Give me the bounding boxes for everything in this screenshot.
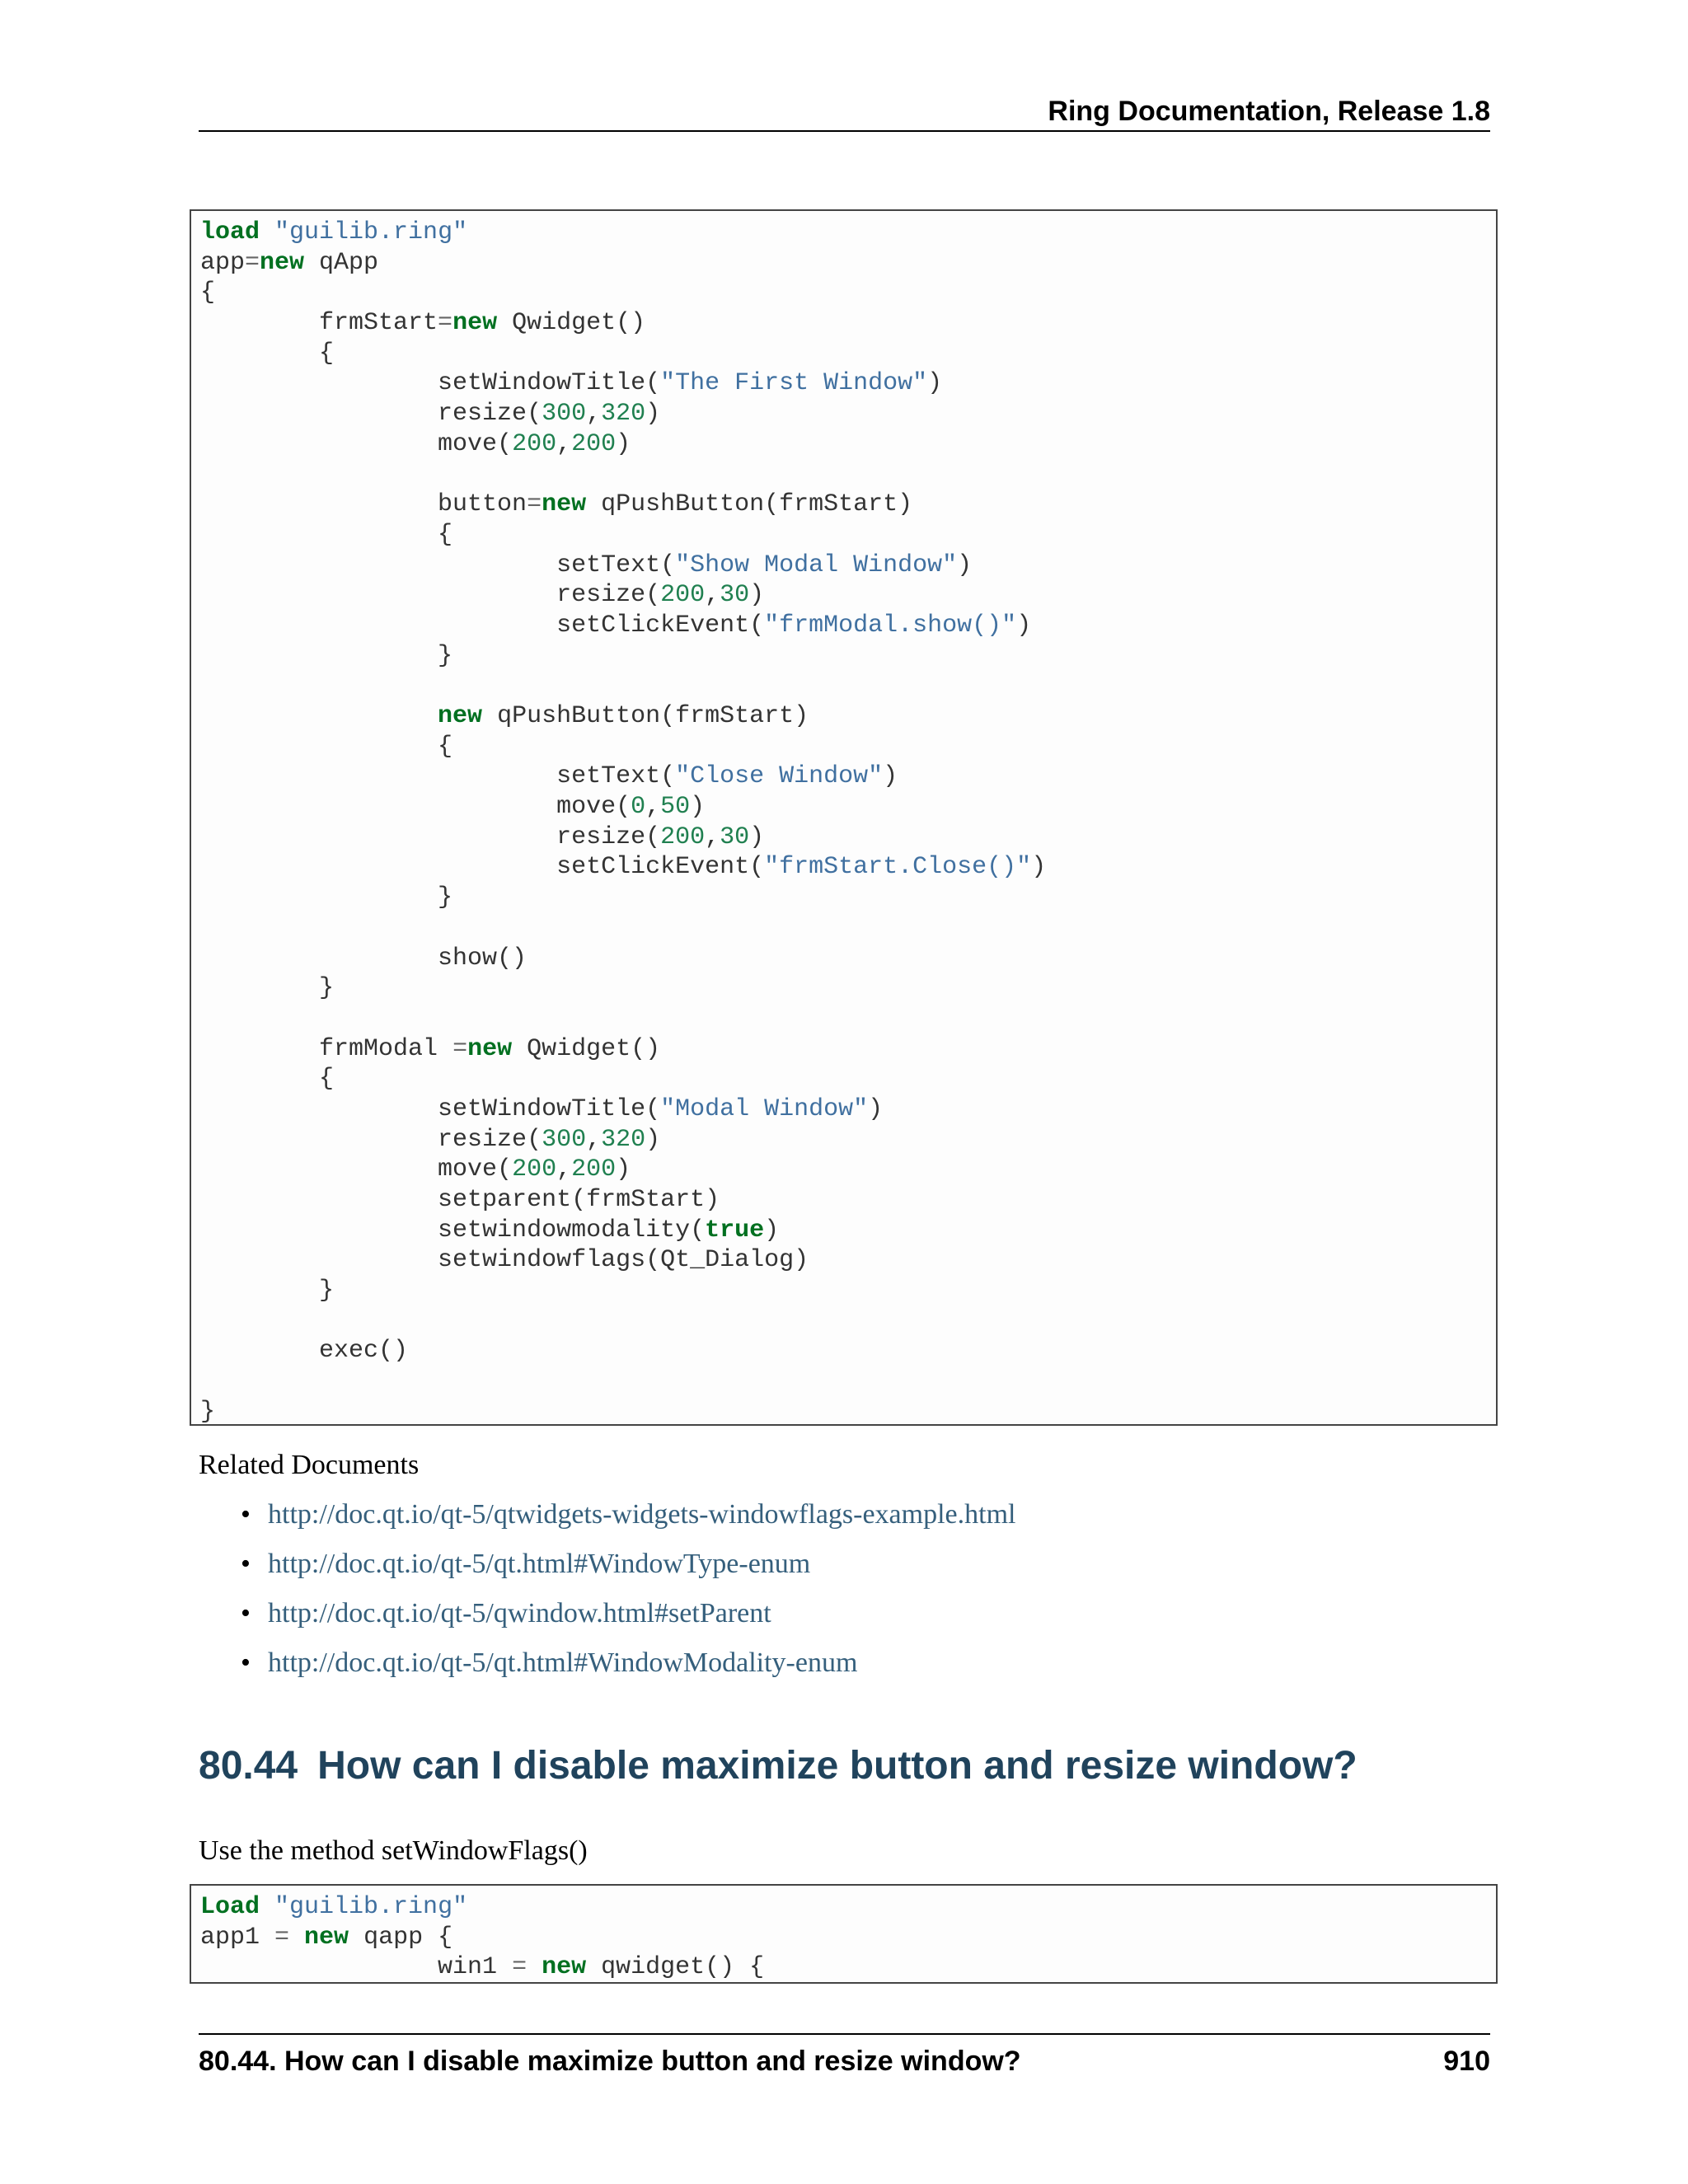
bullet-icon: • — [241, 1499, 251, 1530]
code-line — [200, 852, 1496, 883]
code-token: ) — [957, 551, 973, 579]
code-token: frmStart — [200, 309, 438, 338]
code-token: new — [438, 702, 483, 730]
code-token: , — [705, 581, 720, 610]
code-token: "guilib.ring" — [274, 1893, 468, 1921]
code-token: } — [200, 641, 453, 670]
code-token: 320 — [601, 1125, 646, 1154]
code-line — [200, 1155, 1496, 1185]
code-line — [200, 1336, 1496, 1366]
code-line — [200, 1366, 1496, 1397]
code-token: new — [260, 248, 305, 277]
code-token: qPushButton(frmStart) — [482, 702, 809, 730]
section-number: 80.44 — [199, 1744, 298, 1788]
code-token: ) — [927, 369, 943, 398]
code-token: 30 — [720, 823, 750, 851]
list-item — [199, 1645, 1015, 1694]
code-token: button — [200, 490, 528, 519]
code-line — [200, 732, 1496, 762]
code-line — [200, 1034, 1496, 1065]
related-documents-heading: Related Documents — [199, 1450, 420, 1480]
code-line — [200, 580, 1496, 611]
code-line — [200, 823, 1496, 853]
code-token: "frmStart.Close()" — [764, 853, 1032, 882]
code-token: setClickEvent( — [200, 853, 765, 882]
page-footer — [199, 2033, 1490, 2077]
code-token: = — [452, 1034, 468, 1063]
link-windowmodality-enum[interactable]: http://doc.qt.io/qt-5/qt.html#WindowModality-enum — [268, 1647, 858, 1678]
code-token: resize( — [200, 400, 542, 429]
code-token: , — [645, 793, 661, 822]
code-token: new — [542, 1953, 587, 1982]
code-token: setText( — [200, 551, 676, 579]
code-token: show() — [200, 944, 528, 972]
code-token: = — [527, 490, 542, 519]
code-token: move( — [200, 429, 513, 458]
code-line — [200, 278, 1496, 308]
code-token: "Close Window" — [675, 762, 884, 791]
code-token: { — [200, 279, 216, 307]
code-token: = — [512, 1953, 528, 1982]
code-token: setWindowTitle( — [200, 369, 661, 398]
code-token: { — [200, 520, 453, 549]
code-token: setWindowTitle( — [200, 1094, 661, 1123]
code-token: win1 — [200, 1953, 513, 1982]
code-token: ) — [616, 1155, 631, 1184]
code-token: new — [452, 309, 498, 338]
code-token: 200 — [571, 1155, 617, 1184]
code-line — [200, 490, 1496, 520]
code-line — [200, 248, 1496, 279]
code-token: ) — [868, 1094, 884, 1123]
code-token: ) — [1031, 853, 1047, 882]
code-token: 200 — [660, 823, 706, 851]
code-token: exec() — [200, 1337, 409, 1366]
list-item — [199, 1546, 1015, 1596]
code-token: = — [274, 1923, 290, 1952]
code-token: setwindowflags(Qt_Dialog) — [200, 1246, 809, 1275]
code-line — [200, 399, 1496, 429]
code-line — [200, 641, 1496, 672]
code-token: qApp — [304, 248, 379, 277]
code-token: Load — [200, 1893, 260, 1921]
code-token: { — [200, 339, 335, 368]
code-line — [200, 368, 1496, 399]
code-token: { — [200, 1065, 335, 1094]
code-token: { — [200, 732, 453, 761]
code-line — [200, 1397, 1496, 1426]
code-block-modal-window — [190, 209, 1498, 1426]
code-line — [200, 1892, 1496, 1923]
code-line — [200, 460, 1496, 490]
code-token: ) — [645, 400, 661, 429]
code-token: resize( — [200, 1125, 542, 1154]
code-token: "Show Modal Window" — [675, 551, 958, 579]
code-line — [200, 1306, 1496, 1337]
code-line — [200, 308, 1496, 339]
code-token: move( — [200, 793, 631, 822]
code-line — [200, 551, 1496, 581]
code-line — [200, 218, 1496, 248]
code-token: qwidget() { — [586, 1953, 765, 1982]
code-token: resize( — [200, 581, 661, 610]
code-token: , — [586, 400, 602, 429]
code-token — [527, 1953, 542, 1981]
bullet-icon: • — [241, 1647, 251, 1678]
code-token: 200 — [512, 429, 557, 458]
related-links-list — [199, 1497, 1015, 1694]
code-token: "frmModal.show()" — [764, 611, 1017, 640]
code-token: 300 — [542, 1125, 587, 1154]
code-token: new — [542, 490, 587, 519]
code-line — [200, 913, 1496, 944]
code-token: "The First Window" — [660, 369, 928, 398]
code-token: 300 — [542, 400, 587, 429]
page-number: 910 — [1443, 2046, 1490, 2077]
code-token: } — [200, 974, 335, 1003]
footer-section-ref: 80.44. How can I disable maximize button and resize window? — [199, 2046, 1021, 2077]
code-line — [200, 1064, 1496, 1094]
code-token: 30 — [720, 581, 750, 610]
link-setparent[interactable]: http://doc.qt.io/qt-5/qwindow.html#setParent — [268, 1598, 771, 1629]
section-title-text: How can I disable maximize button and resize window? — [317, 1744, 1357, 1788]
code-token: load — [200, 218, 260, 246]
code-token: setwindowmodality( — [200, 1216, 706, 1244]
code-token: setparent(frmStart) — [200, 1186, 720, 1214]
code-line — [200, 973, 1496, 1004]
code-token: , — [705, 823, 720, 851]
code-line — [200, 1125, 1496, 1155]
code-line — [200, 611, 1496, 641]
code-token: qapp { — [349, 1923, 453, 1952]
code-token: new — [467, 1034, 513, 1063]
code-token: 0 — [631, 793, 646, 822]
list-item — [199, 1596, 1015, 1645]
section-heading — [199, 1740, 1357, 1793]
code-token: 200 — [660, 581, 706, 610]
code-token: = — [438, 309, 453, 338]
list-item — [199, 1497, 1015, 1546]
code-token: , — [556, 1155, 572, 1184]
code-token: setText( — [200, 762, 676, 791]
code-line — [200, 1276, 1496, 1306]
code-line — [200, 339, 1496, 369]
code-token: ) — [749, 823, 765, 851]
code-token: 50 — [660, 793, 691, 822]
code-token: ) — [764, 1216, 780, 1244]
code-token: ) — [1016, 611, 1032, 640]
code-token: "Modal Window" — [660, 1094, 869, 1123]
code-token — [260, 1893, 274, 1921]
code-line — [200, 701, 1496, 732]
section-intro-text: Use the method setWindowFlags() — [199, 1835, 588, 1866]
code-line — [200, 520, 1496, 551]
bullet-icon: • — [241, 1549, 251, 1579]
code-token: app1 — [200, 1923, 275, 1952]
code-line — [200, 1952, 1496, 1983]
code-token: resize( — [200, 823, 661, 851]
code-token: , — [556, 429, 572, 458]
code-token: 320 — [601, 400, 646, 429]
code-block-set-window-flags — [190, 1884, 1498, 1984]
code-token: Qwidget() — [497, 309, 646, 338]
code-line — [200, 1004, 1496, 1034]
document-title: Ring Documentation, Release 1.8 — [1048, 96, 1490, 127]
code-token: 200 — [571, 429, 617, 458]
code-line — [200, 1245, 1496, 1276]
code-token — [289, 1924, 304, 1952]
code-line — [200, 762, 1496, 792]
code-line — [200, 1216, 1496, 1246]
link-windowflags-example[interactable]: http://doc.qt.io/qt-5/qtwidgets-widgets-windowflags-example.html — [268, 1499, 1016, 1530]
code-token: , — [586, 1125, 602, 1154]
code-token: new — [304, 1923, 349, 1952]
code-token: move( — [200, 1155, 513, 1184]
code-token: app — [200, 248, 246, 277]
page-header — [199, 92, 1490, 132]
code-token: frmModal — [200, 1034, 453, 1063]
code-line — [200, 1094, 1496, 1125]
code-token: ) — [883, 762, 898, 791]
code-line — [200, 671, 1496, 701]
code-token: ) — [645, 1125, 661, 1154]
code-token: ) — [690, 793, 706, 822]
bullet-icon: • — [241, 1598, 251, 1629]
code-token: } — [200, 1397, 216, 1426]
link-windowtype-enum[interactable]: http://doc.qt.io/qt-5/qt.html#WindowType-enum — [268, 1549, 811, 1579]
code-line — [200, 1185, 1496, 1216]
code-token — [260, 218, 274, 246]
code-token: true — [705, 1216, 765, 1244]
code-token: = — [245, 248, 260, 277]
code-line — [200, 1923, 1496, 1953]
code-token — [200, 702, 438, 730]
code-line — [200, 883, 1496, 913]
code-line — [200, 944, 1496, 974]
code-token: } — [200, 1277, 335, 1305]
code-token: Qwidget() — [512, 1034, 661, 1063]
code-line — [200, 429, 1496, 460]
code-token: qPushButton(frmStart) — [586, 490, 913, 519]
code-token: } — [200, 883, 453, 912]
code-token: ) — [749, 581, 765, 610]
code-token: setClickEvent( — [200, 611, 765, 640]
code-token: "guilib.ring" — [274, 218, 468, 246]
code-token: 200 — [512, 1155, 557, 1184]
code-line — [200, 792, 1496, 823]
code-token: ) — [616, 429, 631, 458]
